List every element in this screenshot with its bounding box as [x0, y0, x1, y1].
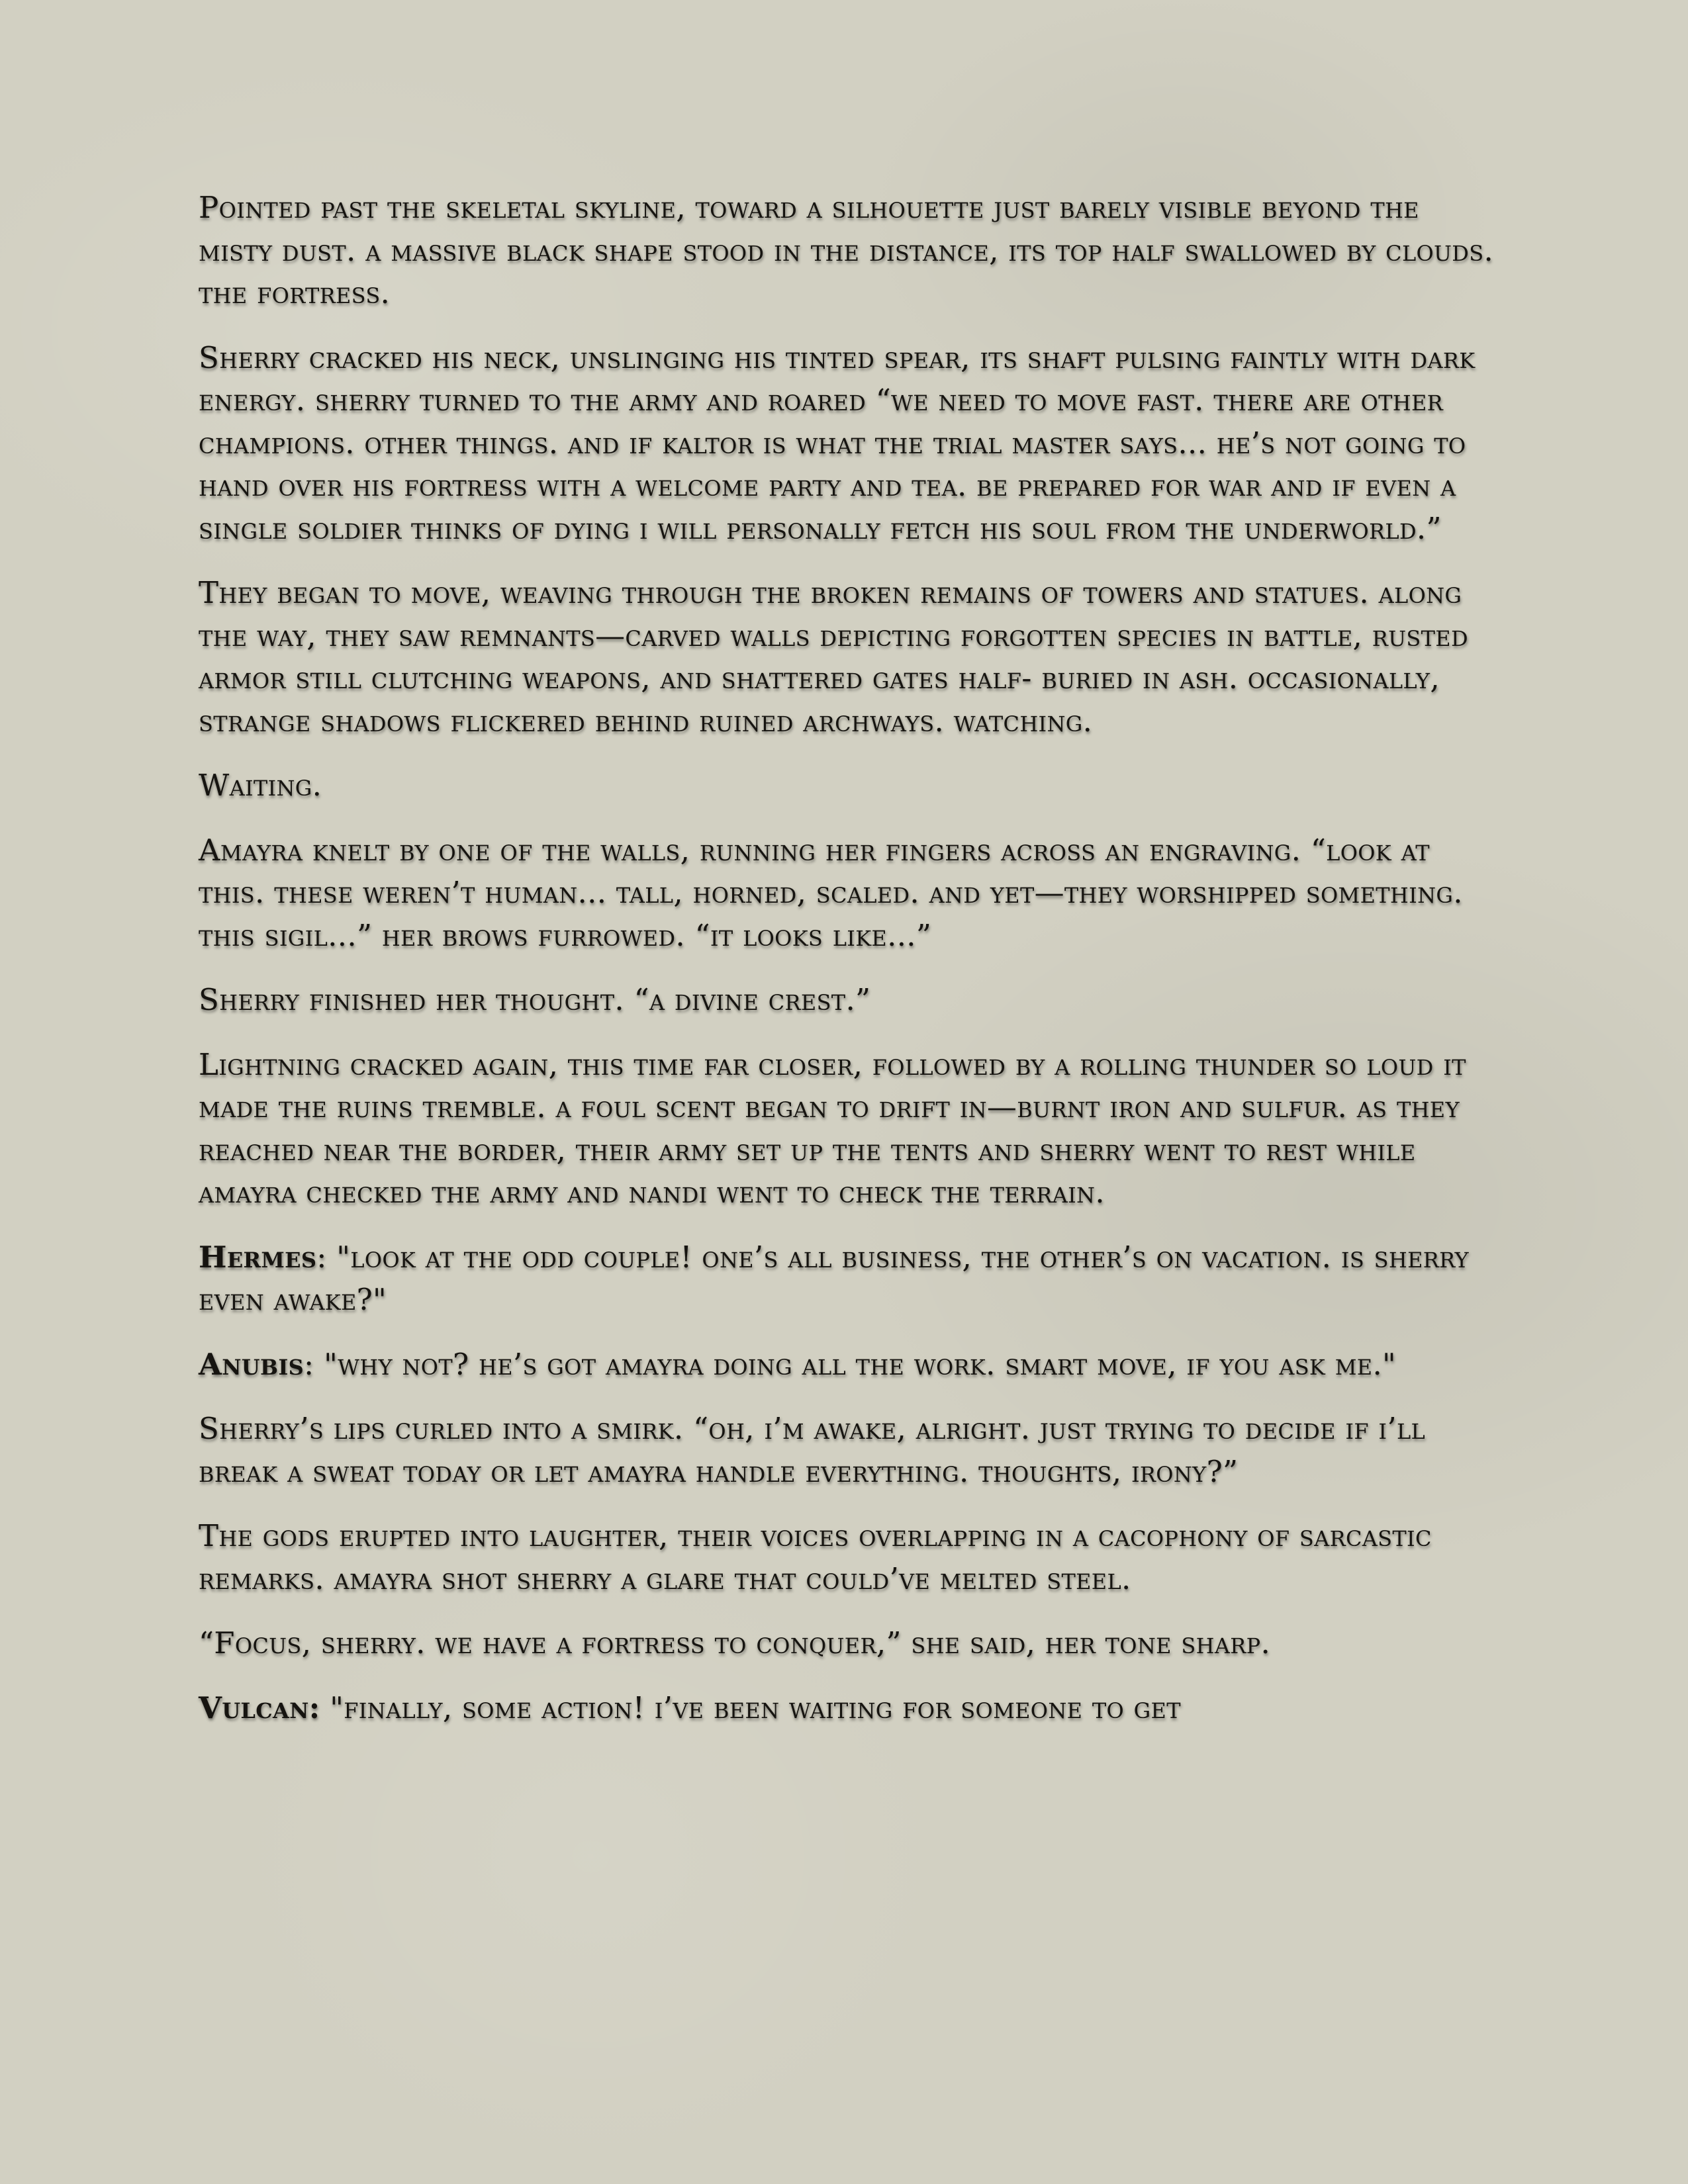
paragraph-focus-sherry: “Focus, sherry. we have a fortress to conquer,” she said, her tone sharp.: [199, 1625, 1271, 1661]
dialogue-line: : "look at the odd couple! one’s all business, the other’s on vacation. is sherry even awake?": [199, 1239, 1469, 1317]
paragraph-amayra-engraving: Amayra knelt by one of the walls, running her fingers across an engraving. “look at this. these weren’t human... tall, horned, scaled. and yet—they worshipped something. this sigil...” her brows furrowed. “it looks like...”: [199, 832, 1463, 953]
page-text: [199, 187, 1496, 1751]
paragraph-waiting: Waiting.: [199, 768, 322, 803]
paragraph-lightning: Lightning cracked again, this time far closer, followed by a rolling thunder so loud it made the ruins tremble. a foul scent began to drift in—burnt iron and sulfur. as they reached near the border, their army set up the tents and sherry went to rest while amayra checked the army and nandi went to check the terrain.: [199, 1046, 1466, 1210]
paragraph-divine-crest: Sherry finished her thought. “a divine crest.”: [199, 982, 871, 1017]
speaker-name: Vulcan:: [199, 1690, 320, 1725]
paragraph-sherry-smirk: Sherry’s lips curled into a smirk. “oh, i’m awake, alright. just trying to decide if i’ll break a sweat today or let amayra handle everything. thoughts, irony?”: [199, 1411, 1426, 1489]
dialogue-hermes: [199, 1236, 1496, 1322]
paragraph-march: They began to move, weaving through the broken remains of towers and statues. along the way, they saw remnants—carved walls depicting forgotten species in battle, rusted armor still clutching weapons, and shattered gates half- buried in ash. occasionally, strange shadows flickered behind ruined archways. watching.: [199, 575, 1468, 739]
dialogue-vulcan: [199, 1687, 1496, 1730]
speaker-name: Anubis: [199, 1346, 304, 1382]
speaker-name: Hermes: [199, 1239, 317, 1275]
paragraph-gods-laughter: The gods erupted into laughter, their voices overlapping in a cacophony of sarcastic remarks. amayra shot sherry a glare that could’ve melted steel.: [199, 1518, 1432, 1596]
dialogue-line: "finally, some action! i’ve been waiting for someone to get: [320, 1690, 1181, 1725]
paragraph-fortress: Pointed past the skeletal skyline, toward a silhouette just barely visible beyond the misty dust. a massive black shape stood in the distance, its top half swallowed by clouds. the fortress.: [199, 190, 1494, 310]
dialogue-line: : "why not? he’s got amayra doing all the work. smart move, if you ask me.": [304, 1346, 1397, 1382]
dialogue-anubis: [199, 1343, 1496, 1387]
paragraph-sherry-roar: Sherry cracked his neck, unslinging his tinted spear, its shaft pulsing faintly with dark energy. sherry turned to the army and roared “we need to move fast. there are other champions. other things. and if kaltor is what the trial master says... he’s not going to hand over his fortress with a welcome party and tea. be prepared for war and if even a single soldier thinks of dying i will personally fetch his soul from the underworld.”: [199, 340, 1476, 546]
